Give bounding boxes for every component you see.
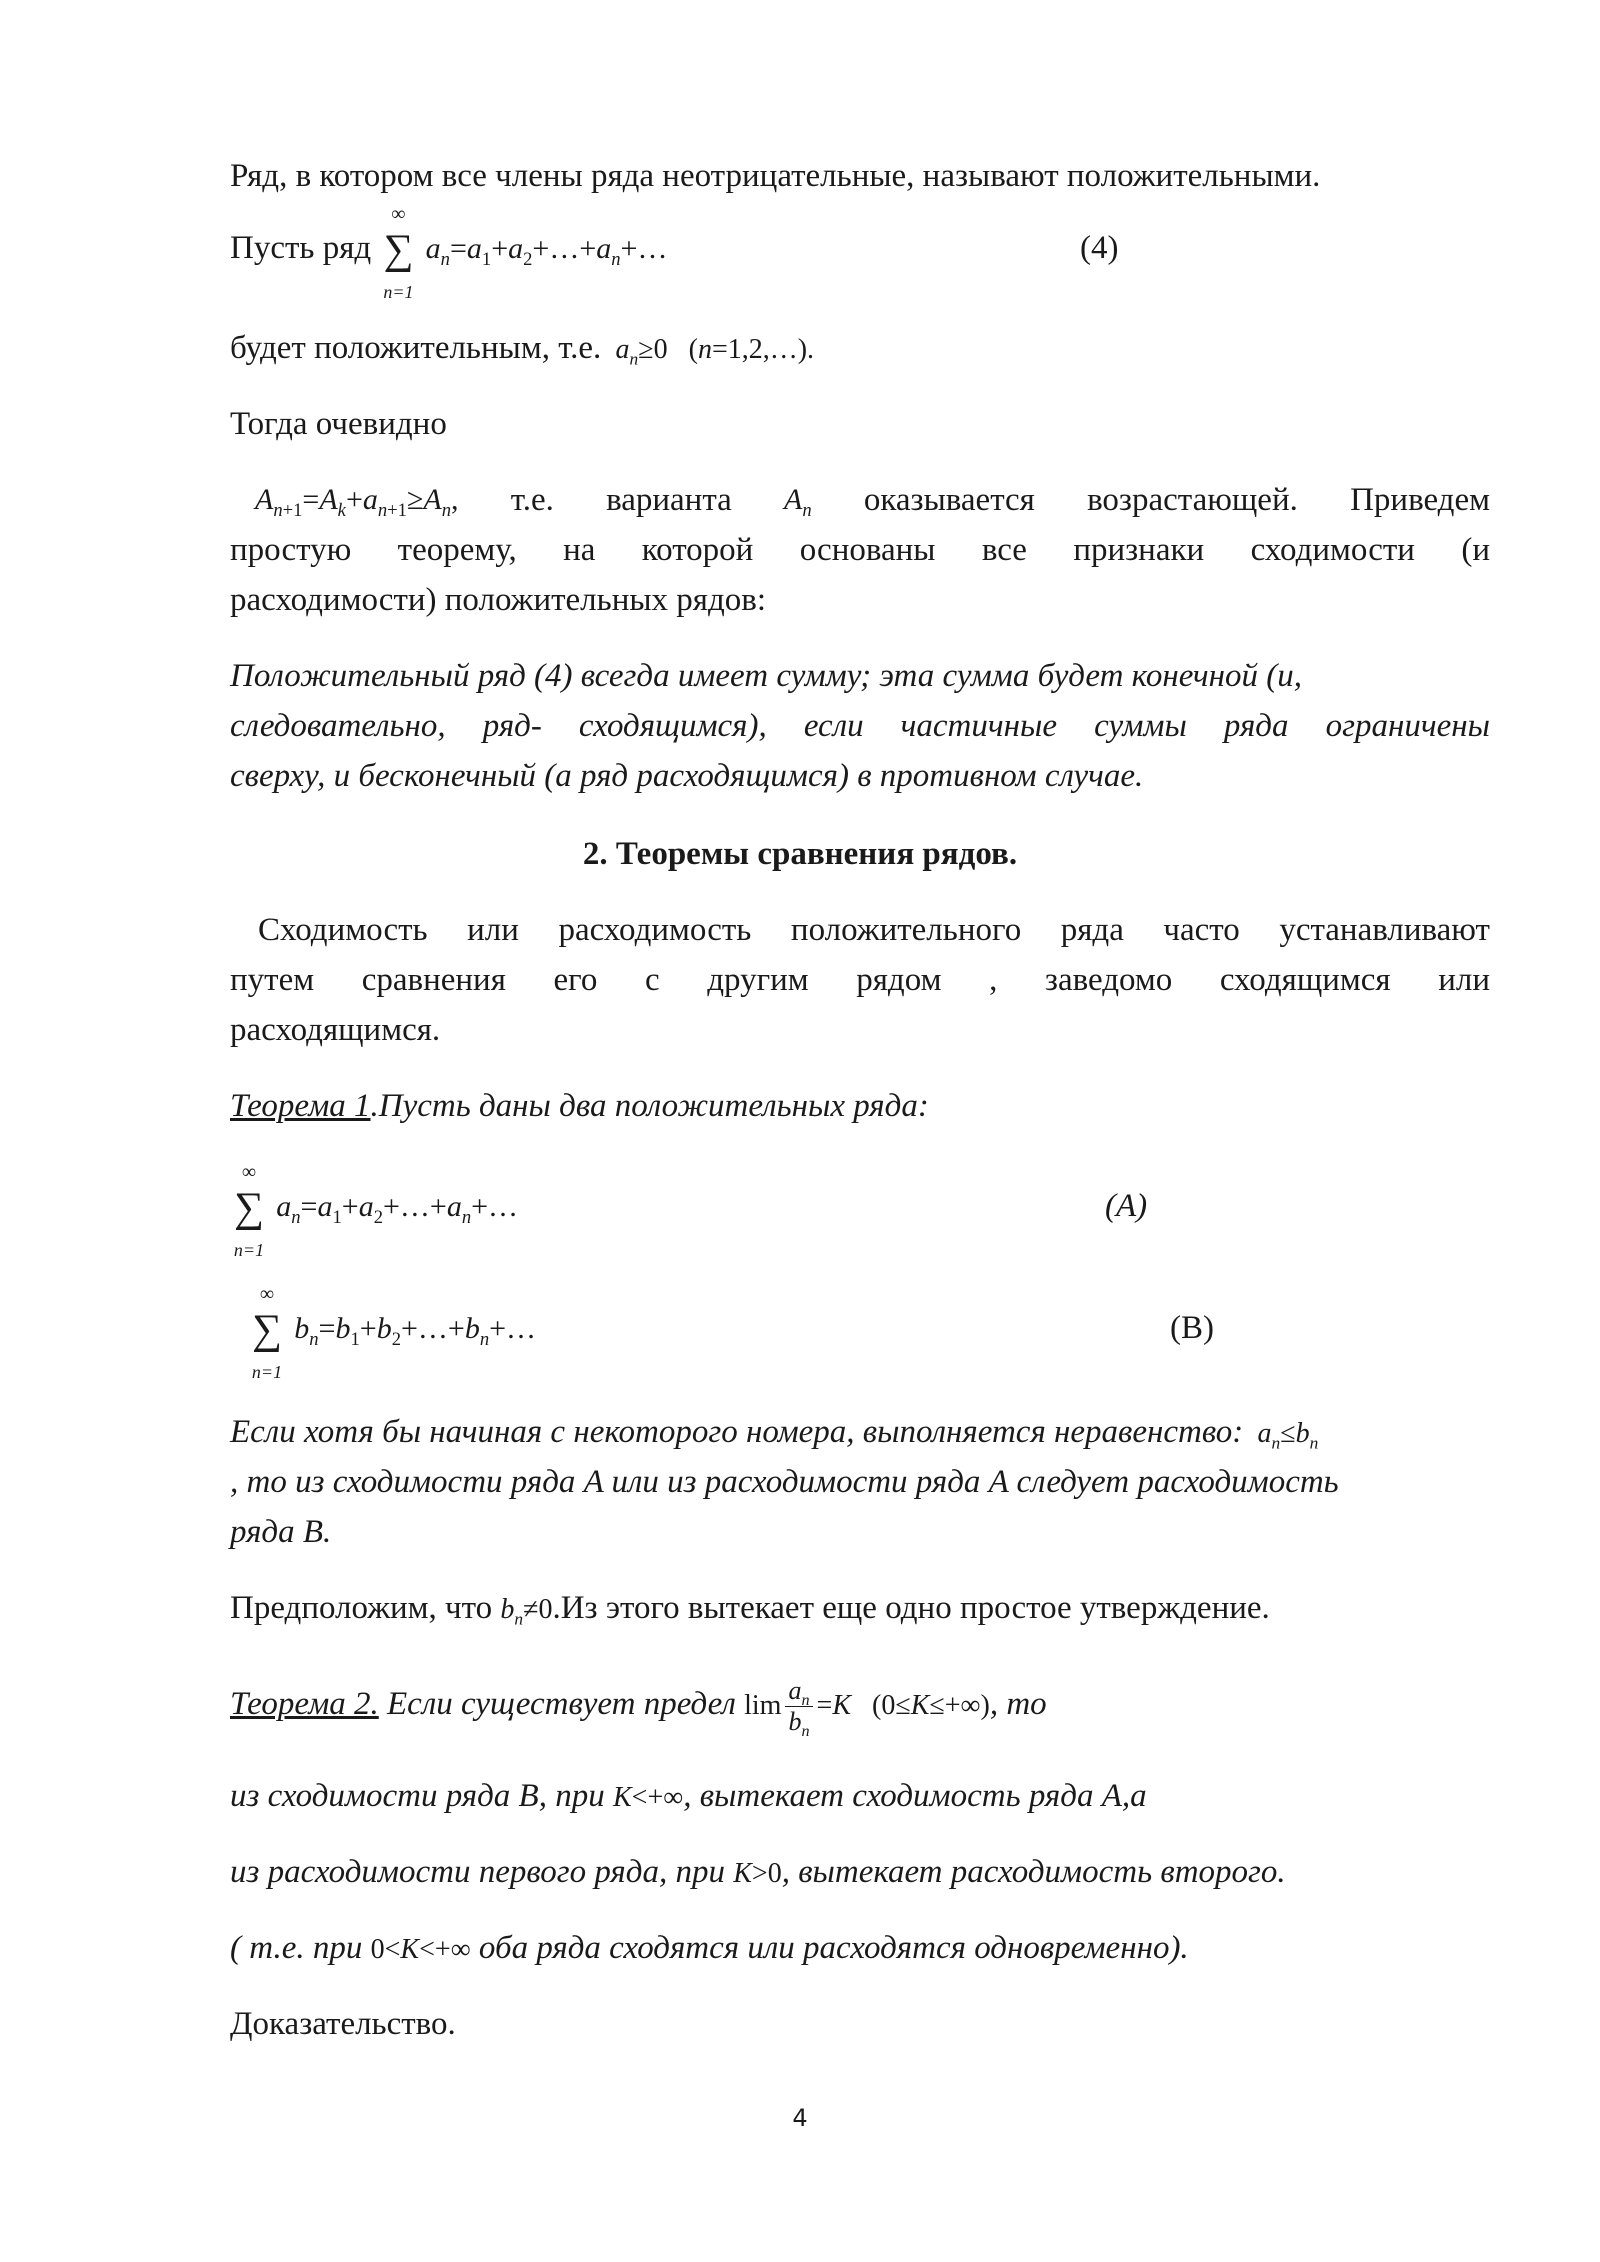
word: сходящимся), (578, 708, 767, 744)
word: признаки (1073, 532, 1205, 568)
word: все (981, 532, 1027, 568)
word: сходимости (1250, 532, 1415, 568)
equation-number-4: (4) (1080, 230, 1119, 266)
theorem-2-line-3-b: , вытекает расходимость второго. (781, 1854, 1286, 1890)
theorem-2-line-3 (230, 1848, 1490, 1898)
sum-symbol: ∞ ∑ n=1 (233, 1161, 265, 1261)
word: частичные (900, 708, 1058, 744)
equation-number-A: (A) (1105, 1188, 1148, 1224)
word: сходящимся (1219, 962, 1391, 998)
word: устанавливают (1279, 912, 1490, 948)
section-line-1 (258, 906, 1490, 954)
section-line-2 (230, 956, 1490, 1004)
word: ограничены (1325, 708, 1490, 744)
assumption-suffix: .Из этого вытекает еще одно простое утверждение. (552, 1590, 1270, 1626)
theorem-2-line-2 (230, 1772, 1490, 1822)
theorem-1-label: Теорема 1 (230, 1088, 371, 1124)
word: расходимость (558, 912, 752, 948)
lim-symbol: lim (744, 1690, 782, 1722)
sum-symbol: ∞ ∑ n=1 (383, 203, 414, 303)
theorem-2-line-4-b: оба ряда сходятся или расходятся одновременно). (478, 1930, 1189, 1966)
condition-text: Если хотя бы начиная с некоторого номера, выполняется неравенство: (230, 1414, 1244, 1450)
word: на (563, 532, 596, 568)
word: суммы (1094, 708, 1187, 744)
theorem-2-line-4 (230, 1924, 1490, 1974)
theorem-1-text: .Пусть даны два положительных ряда: (370, 1088, 929, 1124)
word: ряд- (482, 708, 542, 744)
theorem-2-tail: , то (989, 1686, 1047, 1723)
statement-line-2 (230, 702, 1490, 750)
theorem-1-condition-1 (230, 1408, 1490, 1458)
sum-symbol: ∞ ∑ n=1 (251, 1283, 283, 1383)
positive-condition-line (230, 324, 1490, 374)
word: ряда (1223, 708, 1289, 744)
then-obvious: Тогда очевидно (230, 406, 447, 442)
K-range: 0<K<+∞ (370, 1934, 471, 1965)
word: часто (1163, 912, 1240, 948)
limit-equals-K: =K (0≤K≤+∞) (816, 1690, 990, 1722)
series-4-formula: $a_n=a_1+a_2+\dots+a_n+\dots$ (425, 232, 668, 270)
word: простую (230, 532, 352, 568)
word: или (467, 912, 519, 948)
theorem-1-condition-3: ряда B. (230, 1514, 332, 1550)
word: или (1438, 962, 1490, 998)
inequality-an-le-bn: $a_n\le b_n$ (1257, 1418, 1319, 1453)
assumption-prefix: Предположим, что (230, 1590, 493, 1626)
fraction-an-bn: $\frac{a_n}{b_n}$ (785, 1676, 812, 1737)
series-A-formula: $a_n=a_1+a_2+\dots+a_n+\dots$ (276, 1190, 519, 1228)
word: ряда (1060, 912, 1124, 948)
theorem-2-line (230, 1676, 1490, 1741)
section-heading: 2. Теоремы сравнения рядов. (582, 836, 1018, 872)
theorem-1-condition-2: , то из сходимости ряда A или из расходимости ряда A следует расходимость (230, 1464, 1339, 1500)
series-B-formula: $b_n=b_1+b_2+\dots+b_n+\dots$ (294, 1312, 537, 1350)
theorem-2-text: Если существует предел (387, 1686, 736, 1723)
series-B-line (248, 1283, 1508, 1383)
statement-line-3: сверху, и бесконечный (а ряд расходящимся) в противном случае. (230, 758, 1144, 794)
theorem-1-line (230, 1082, 1490, 1130)
word: т.е. (510, 482, 554, 518)
word: если (803, 708, 864, 744)
theorem-2-line-2-b: , вытекает сходимость ряда A,а (683, 1778, 1147, 1814)
positive-condition-formula: $a_n\ge 0$ (n=1,2,…). (615, 334, 815, 369)
positive-condition-text: будет положительным, т.е. (230, 330, 602, 366)
word: Приведем (1350, 482, 1490, 518)
partial-sum-formula: $A_{n+1}=A_k+a_{n+1}\ge A_n$, (255, 483, 459, 521)
variant-An: $A_n$ (784, 483, 812, 521)
theorem-intro-end: расходимости) положительных рядов: (230, 582, 766, 618)
statement-line-1: Положительный ряд (4) всегда имеет сумму; эта сумма будет конечной (и, (230, 658, 1303, 694)
section-line-3: расходящимся. (230, 1012, 441, 1048)
word: возрастающей. (1087, 482, 1298, 518)
K-less-infinity: K<+∞ (612, 1782, 684, 1813)
theorem-2-line-4-a: ( т.е. при (230, 1930, 363, 1966)
series-4-line (230, 203, 1490, 303)
increasing-variant-line (230, 476, 1490, 524)
word: следовательно, (230, 708, 446, 744)
theorem-2-line-3-a: из расходимости первого ряда, при (230, 1854, 725, 1890)
word: оказывается (863, 482, 1035, 518)
word: путем (230, 962, 315, 998)
word: заведомо (1044, 962, 1173, 998)
theorem-2-label: Теорема 2. (230, 1686, 379, 1723)
word: с (644, 962, 660, 998)
theorem-intro-line (230, 526, 1490, 574)
word: которой (641, 532, 754, 568)
series-4-prefix: Пусть ряд (230, 230, 372, 266)
word: рядом (856, 962, 942, 998)
page-number: 4 (792, 2104, 808, 2132)
series-A-line (230, 1161, 1490, 1261)
equation-number-B: (B) (1170, 1310, 1214, 1346)
bn-nonzero: $b_n\ne 0$ (500, 1594, 553, 1629)
word: основаны (799, 532, 936, 568)
theorem-2-line-2-a: из сходимости ряда B, при (230, 1778, 605, 1814)
word: его (553, 962, 598, 998)
proof-heading: Доказательство. (230, 2006, 456, 2042)
word: теорему, (397, 532, 517, 568)
word: , (989, 962, 998, 998)
assumption-line (230, 1584, 1490, 1634)
K-greater-zero: K>0 (733, 1858, 782, 1889)
word: Сходимость (258, 912, 428, 948)
word: другим (707, 962, 809, 998)
word: сравнения (361, 962, 506, 998)
word: варианта (606, 482, 732, 518)
paragraph-positive-series-def: Ряд, в котором все члены ряда неотрицательные, называют положительными. (230, 158, 1321, 194)
word: положительного (790, 912, 1022, 948)
word: (и (1461, 532, 1490, 568)
